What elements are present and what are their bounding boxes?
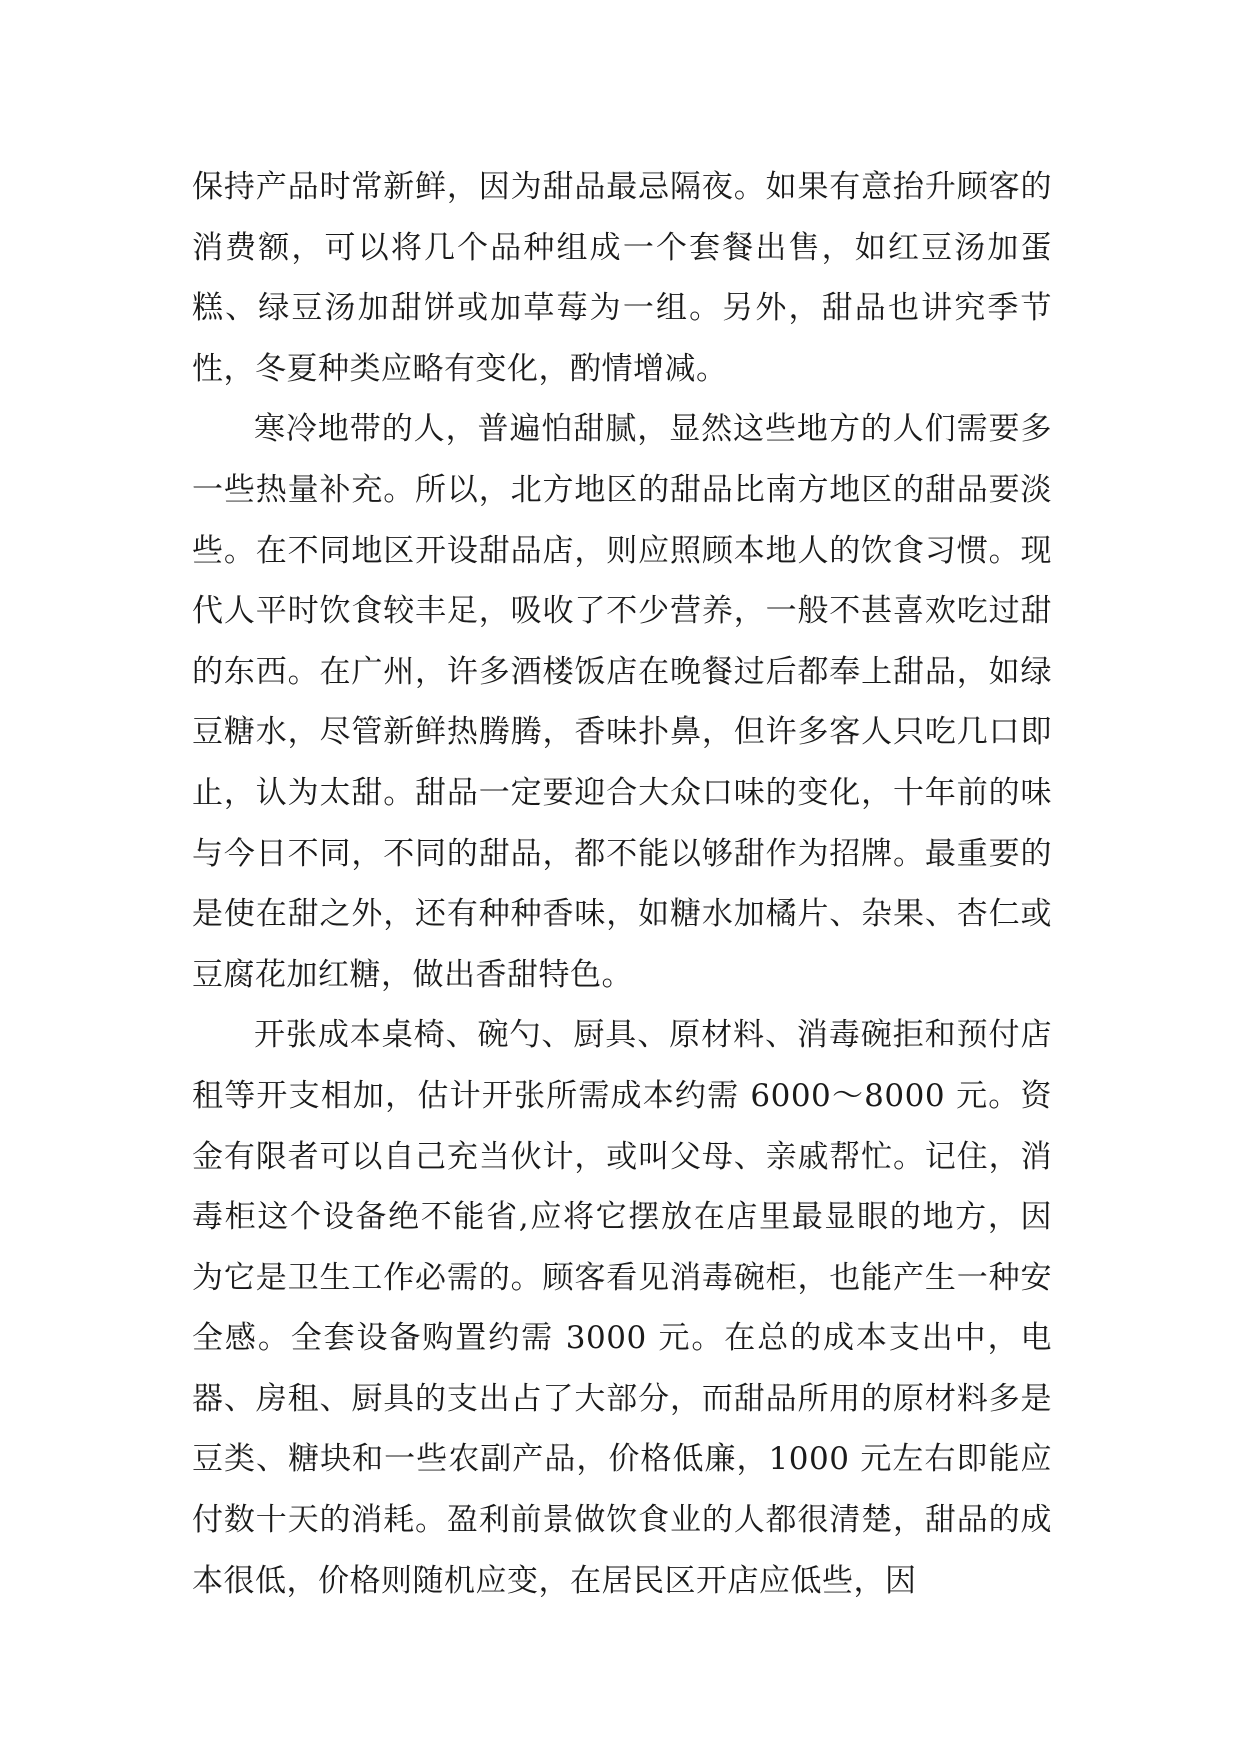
paragraph-2: 寒冷地带的人，普遍怕甜腻，显然这些地方的人们需要多一些热量补充。所以，北方地区的甜品比南方地区的甜品要淡些。在不同地区开设甜品店，则应照顾本地人的饮食习惯。现代人平时饮食较丰足，吸收了不少营养，一般不甚喜欢吃过甜的东西。在广州，许多酒楼饭店在晚餐过后都奉上甜品，如绿豆糖水，尽管新鲜热腾腾，香味扑鼻，但许多客人只吃几口即止，认为太甜。甜品一定要迎合大众口味的变化，十年前的味与今日不同，不同的甜品，都不能以够甜作为招牌。最重要的是使在甜之外，还有种种香味，如糖水加橘片、杂果、杏仁或豆腐花加红糖，做出香甜特色。 — [192, 411, 1052, 993]
document-body — [192, 157, 1052, 1611]
paragraph-1: 保持产品时常新鲜，因为甜品最忌隔夜。如果有意抬升顾客的消费额，可以将几个品种组成一个套餐出售，如红豆汤加蛋糕、绿豆汤加甜饼或加草莓为一组。另外，甜品也讲究季节性，冬夏种类应略有变化，酌情增减。 — [192, 169, 1052, 387]
paragraph-3: 开张成本桌椅、碗勺、厨具、原材料、消毒碗拒和预付店租等开支相加，估计开张所需成本约需 6000～8000 元。资金有限者可以自己充当伙计，或叫父母、亲戚帮忙。记住，消毒柜这个设备绝不能省,应将它摆放在店里最显眼的地方，因为它是卫生工作必需的。顾客看见消毒碗柜，也能产生一种安全感。全套设备购置约需 3000 元。在总的成本支出中，电器、房租、厨具的支出占了大部分，而甜品所用的原材料多是豆类、糖块和一些农副产品，价格低廉，1000 元左右即能应付数十天的消耗。盈利前景做饮食业的人都很清楚，甜品的成本很低，价格则随机应变，在居民区开店应低些，因 — [192, 1017, 1052, 1599]
